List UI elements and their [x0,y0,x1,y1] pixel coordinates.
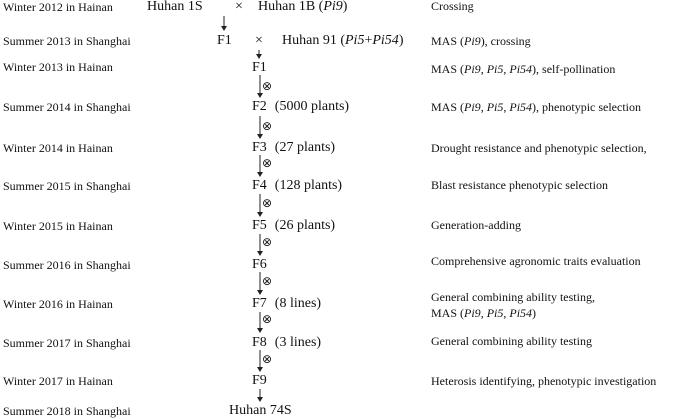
step-note: General combining ability testing [431,334,592,348]
generation-f4: F4 (128 plants) [252,178,343,193]
season-label: Winter 2012 in Hainan [3,0,113,14]
step-note: Heterosis identifying, phenotypic investigation [431,374,657,388]
step-note: MAS (Pi9, Pi5, Pi54), phenotypic selection [431,100,641,114]
generation-f8: F8 (3 lines) [252,335,322,350]
arrow-gen-8-head [257,397,263,402]
season-label: Summer 2017 in Shanghai [3,336,131,350]
arrow-gen-2-head [257,172,263,177]
step-note: General combining ability testing, [431,290,595,304]
season-label: Winter 2013 in Hainan [3,60,113,74]
season-label: Winter 2016 in Hainan [3,297,113,311]
generation-f1-cross: F1 [217,33,232,48]
selfing-symbol: ⊗ [262,156,273,170]
step-note: MAS (Pi9, Pi5, Pi54) [431,306,537,320]
parent-huhan-1s: Huhan 1S [147,0,203,14]
step-note: Comprehensive agronomic traits evaluation [431,254,641,268]
generation-f6: F6 [252,257,267,272]
generation-f3: F3 (27 plants) [252,140,336,155]
cross-symbol: × [235,0,243,14]
arrow-cross1-head [221,26,227,31]
selfing-symbol: ⊗ [262,119,273,133]
arrow-gen-3-head [257,212,263,217]
parent-huhan-91: Huhan 91 (Pi5+Pi54) [282,33,404,48]
step-note: Crossing [431,0,474,13]
selfing-symbol: ⊗ [262,312,273,326]
generation-f9: F9 [252,373,267,388]
generation-f2: F2 (5000 plants) [252,99,350,114]
selfing-symbol: ⊗ [262,79,273,93]
step-note: Drought resistance and phenotypic selection, [431,141,647,155]
arrow-gen-6-head [257,328,263,333]
generation-f1: F1 [252,60,267,75]
step-note: MAS (Pi9, Pi5, Pi54), self-pollination [431,62,616,76]
step-note: MAS (Pi9), crossing [431,34,531,48]
selfing-symbol: ⊗ [262,352,273,366]
selfing-symbol: ⊗ [262,196,273,210]
season-label: Summer 2016 in Shanghai [3,258,131,272]
season-label: Summer 2014 in Shanghai [3,100,131,114]
selfing-symbol: ⊗ [262,235,273,249]
selfing-symbol: ⊗ [262,274,273,288]
step-note: Blast resistance phenotypic selection [431,178,608,192]
season-label: Summer 2015 in Shanghai [3,179,131,193]
generation-f7: F7 (8 lines) [252,296,322,311]
season-label: Summer 2013 in Shanghai [3,34,131,48]
arrow-gen-5-head [257,290,263,295]
arrow-gen-1-head [257,134,263,139]
season-label: Winter 2015 in Hainan [3,219,113,233]
generation-f5: F5 (26 plants) [252,218,336,233]
final-cultivar: Huhan 74S [229,403,292,418]
arrow-gen-7-head [257,367,263,372]
arrow-gen-4-head [257,251,263,256]
arrow-gen-0-head [257,93,263,98]
season-label: Winter 2014 in Hainan [3,141,113,155]
cross-symbol: × [255,33,263,48]
arrow-cross2-head [256,54,262,59]
season-label: Summer 2018 in Shanghai [3,404,131,418]
season-label: Winter 2017 in Hainan [3,374,113,388]
step-note: Generation-adding [431,218,521,232]
parent-huhan-1b: Huhan 1B (Pi9) [258,0,348,14]
